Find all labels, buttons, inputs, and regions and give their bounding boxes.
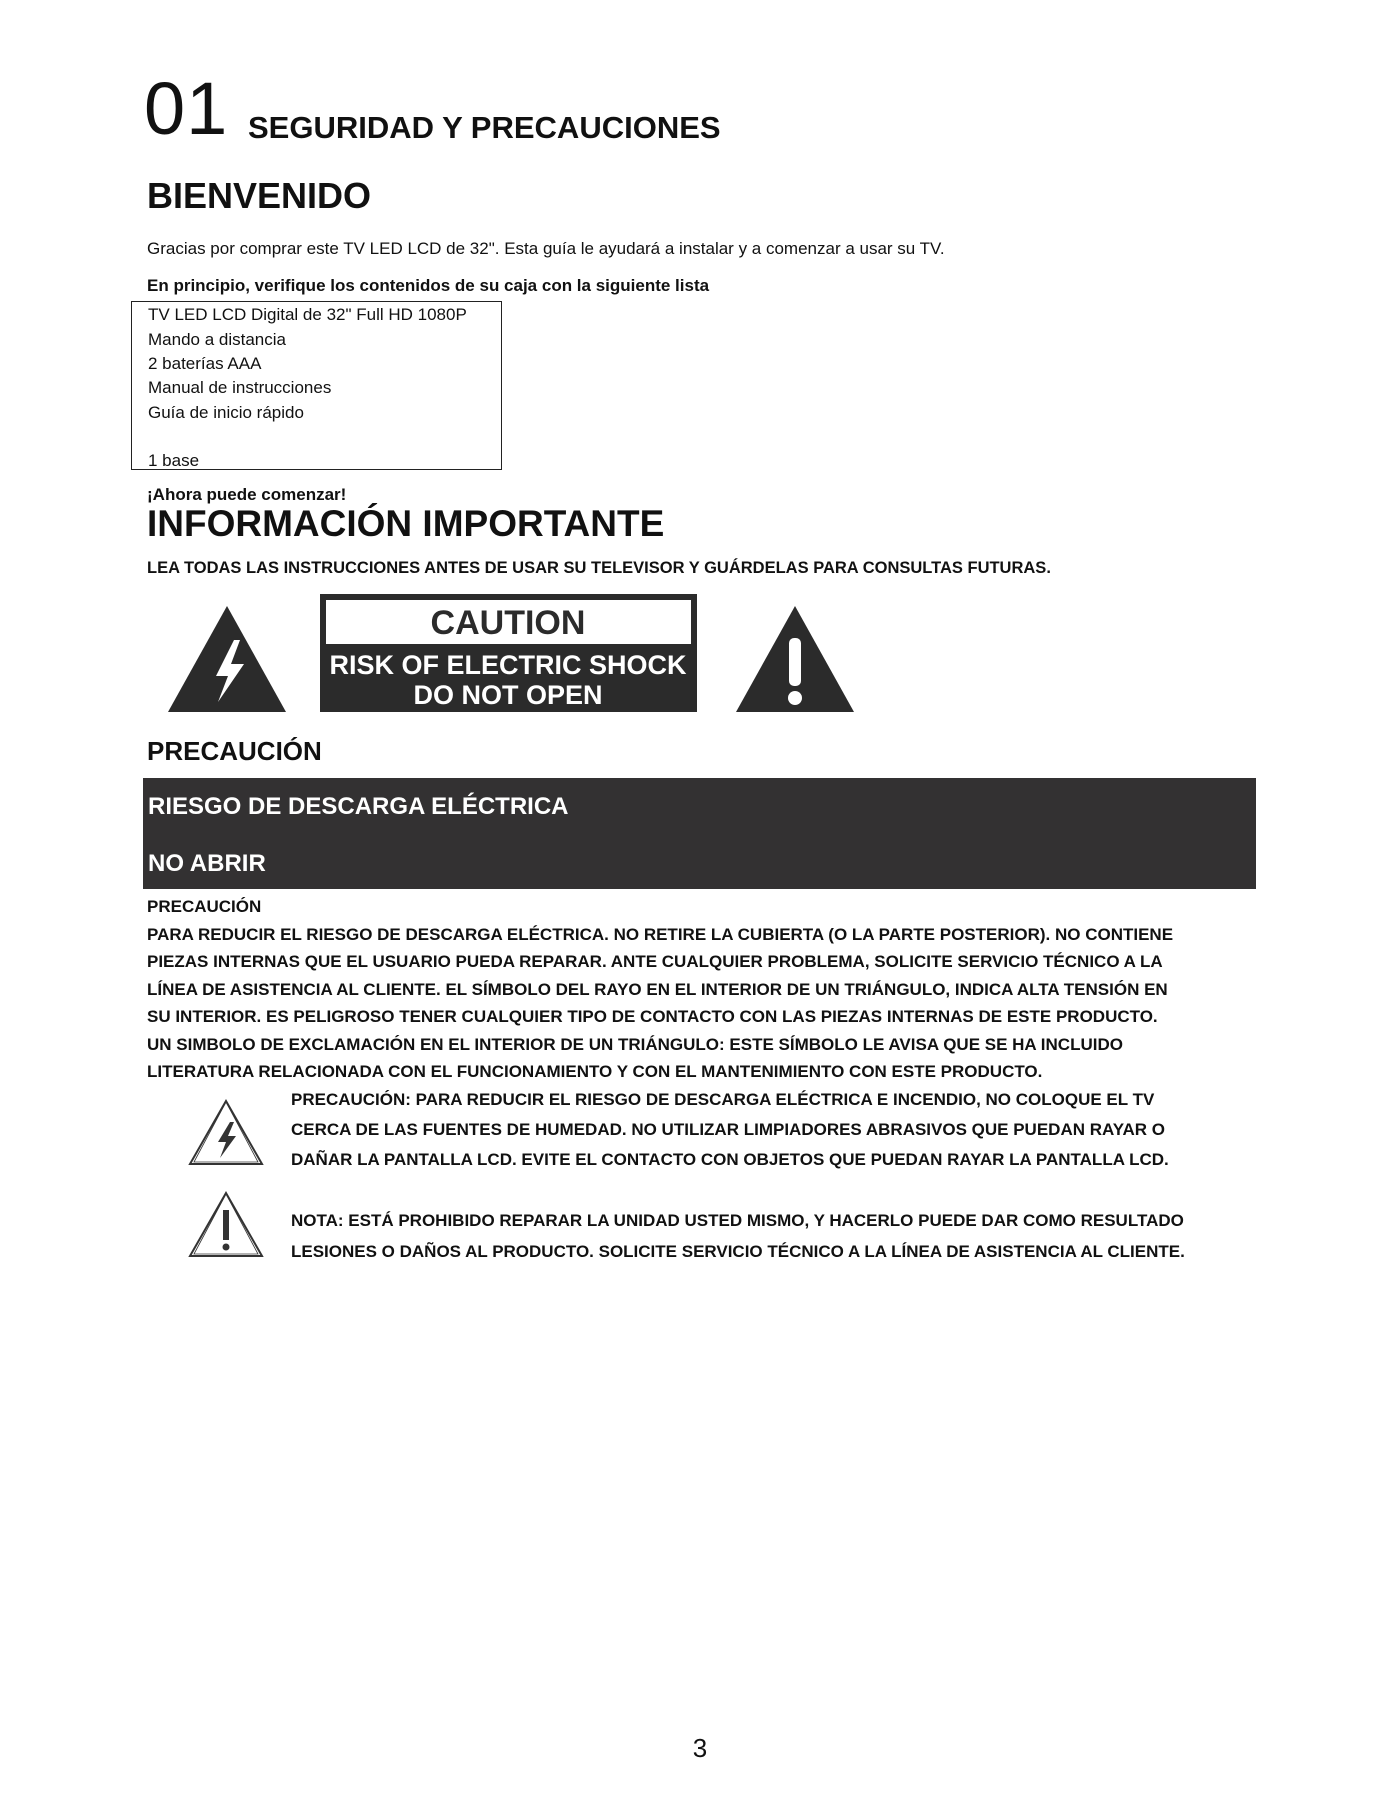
repair-note	[291, 1205, 1185, 1267]
caution-graphic	[160, 590, 860, 720]
caution-line: DAÑAR LA PANTALLA LCD. EVITE EL CONTACTO CON OBJETOS QUE PUEDAN RAYAR LA PANTALLA LCD.	[291, 1150, 1169, 1169]
banner-line: RIESGO DE DESCARGA ELÉCTRICA	[148, 793, 569, 820]
precaution-line: LITERATURA RELACIONADA CON EL FUNCIONAMIENTO Y CON EL MANTENIMIENTO CON ESTE PRODUCTO.	[147, 1062, 1043, 1081]
humidity-caution	[291, 1085, 1169, 1175]
page-number: 3	[692, 1733, 708, 1763]
read-all-instructions: LEA TODAS LAS INSTRUCCIONES ANTES DE USAR SU TELEVISOR Y GUÁRDELAS PARA CONSULTAS FUTURAS.	[147, 559, 1051, 577]
exclamation-warning-icon	[736, 606, 854, 712]
precaution-line: PARA REDUCIR EL RIESGO DE DESCARGA ELÉCTRICA. NO RETIRE LA CUBIERTA (O LA PARTE POSTERIOR). NO CONTIENE	[147, 924, 1174, 944]
shock-warning-banner	[143, 778, 1256, 889]
precaution-line: UN SIMBOLO DE EXCLAMACIÓN EN EL INTERIOR DE UN TRIÁNGULO: ESTE SÍMBOLO LE AVISA QUE SE HA INCLUIDO	[147, 1034, 1123, 1054]
chapter-number: 01	[144, 67, 229, 150]
exclamation-warning-icon	[186, 1188, 266, 1260]
list-item: TV LED LCD Digital de 32" Full HD 1080P	[148, 305, 467, 324]
precaution-line: PIEZAS INTERNAS QUE EL USUARIO PUEDA REPARAR. ANTE CUALQUIER PROBLEMA, SOLICITE SERVICIO TÉCNICO A LA	[147, 952, 1163, 971]
note-line: NOTA: ESTÁ PROHIBIDO REPARAR LA UNIDAD USTED MISMO, Y HACERLO PUEDE DAR COMO RESULTADO	[291, 1211, 1184, 1230]
precaution-text	[147, 893, 1267, 1086]
intro-text: Gracias por comprar este TV LED LCD de 32". Esta guía le ayudará a instalar y a comenzar a usar su TV.	[147, 239, 945, 258]
lightning-warning-icon	[168, 606, 286, 712]
caution-title: CAUTION	[430, 604, 586, 642]
caution-line: PRECAUCIÓN: PARA REDUCIR EL RIESGO DE DESCARGA ELÉCTRICA E INCENDIO, NO COLOQUE EL TV	[291, 1090, 1155, 1109]
welcome-heading: BIENVENIDO	[147, 175, 372, 216]
list-item: 1 base	[148, 451, 200, 470]
caution-label	[320, 594, 697, 712]
caution-line-1: RISK OF ELECTRIC SHOCK	[329, 650, 687, 680]
precaution-line: LÍNEA DE ASISTENCIA AL CLIENTE. EL SÍMBOLO DEL RAYO EN EL INTERIOR DE UN TRIÁNGULO, INDICA ALTA TENSIÓN EN	[147, 979, 1168, 999]
banner-line: NO ABRIR	[148, 850, 266, 877]
caution-line-2: DO NOT OPEN	[413, 680, 603, 710]
important-heading: INFORMACIÓN IMPORTANTE	[147, 503, 665, 544]
list-item: 2 baterías AAA	[148, 354, 262, 373]
precaution-line: SU INTERIOR. ES PELIGROSO TENER CUALQUIER TIPO DE CONTACTO CON LAS PIEZAS INTERNAS DE ESTE PRODUCTO.	[147, 1007, 1158, 1026]
note-line: LESIONES O DAÑOS AL PRODUCTO. SOLICITE SERVICIO TÉCNICO A LA LÍNEA DE ASISTENCIA AL CLIENTE.	[291, 1242, 1185, 1261]
list-item: Manual de instrucciones	[148, 378, 332, 397]
caution-line: CERCA DE LAS FUENTES DE HUMEDAD. NO UTILIZAR LIMPIADORES ABRASIVOS QUE PUEDAN RAYAR O	[291, 1120, 1165, 1139]
list-item: Mando a distancia	[148, 330, 286, 349]
precaution-line: PRECAUCIÓN	[147, 897, 262, 916]
precaution-heading: PRECAUCIÓN	[147, 736, 322, 766]
checklist-heading: En principio, verifique los contenidos de su caja con la siguiente lista	[147, 276, 710, 295]
lightning-warning-icon	[186, 1096, 266, 1168]
chapter-title: SEGURIDAD Y PRECAUCIONES	[248, 110, 721, 145]
list-item: Guía de inicio rápido	[148, 403, 304, 422]
box-contents-list	[131, 301, 502, 470]
ready-text: ¡Ahora puede comenzar!	[147, 485, 347, 504]
